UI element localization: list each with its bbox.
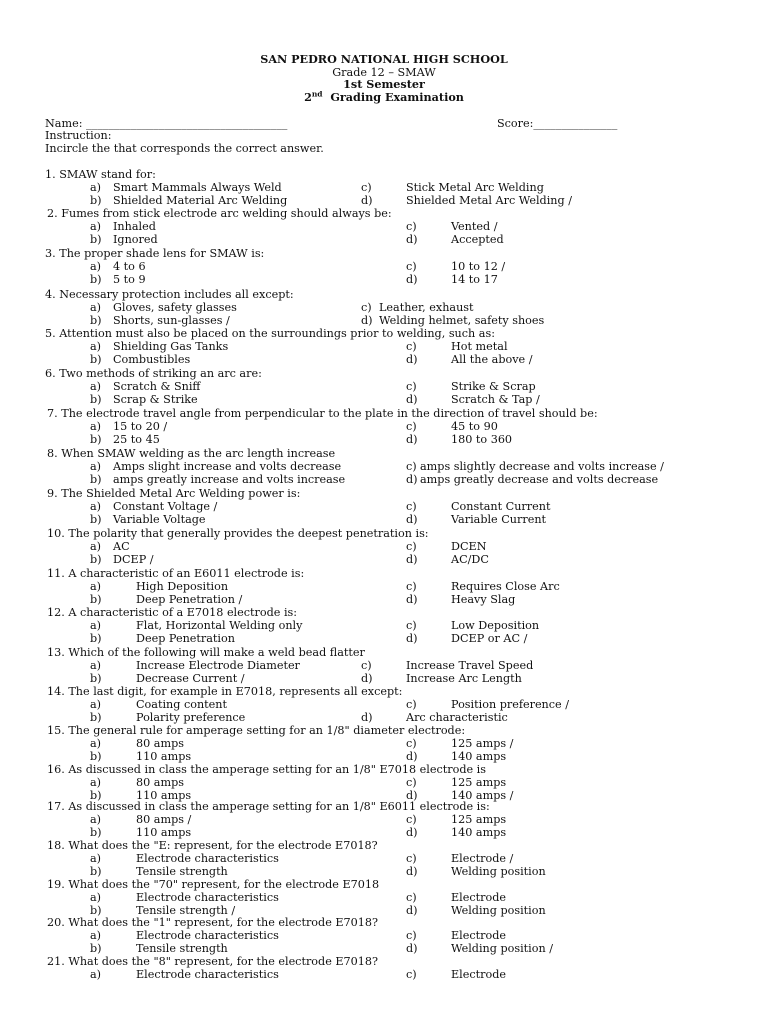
question-12-option-text[interactable]: Low Deposition — [451, 619, 540, 632]
question-2-option-letter: c) — [406, 220, 417, 233]
question-6-option-letter: b) — [90, 393, 102, 406]
question-14-text: 14. The last digit, for example in E7018, represents all except: — [47, 685, 403, 698]
question-9 — [0, 487, 768, 500]
question-10-option-letter: c) — [406, 540, 417, 553]
question-20 — [0, 916, 768, 929]
question-12-option-letter: d) — [406, 632, 418, 645]
question-8-option-letter: c) — [406, 460, 417, 473]
question-2-option-text[interactable]: Vented / — [451, 220, 498, 233]
question-19-text: 19. What does the "70" represent, for the electrode E7018 — [47, 878, 380, 891]
question-12-text: 12. A characteristic of a E7018 electrode is: — [47, 606, 298, 619]
question-14-options-row — [0, 711, 768, 724]
question-10-option-text[interactable]: AC/DC — [451, 553, 489, 566]
question-2-text: 2. Fumes from stick electrode arc welding should always be: — [47, 207, 392, 220]
question-15-option-text[interactable]: 80 amps — [136, 737, 184, 750]
question-19-option-text[interactable]: Electrode — [451, 891, 506, 904]
question-9-option-text[interactable]: Constant Current — [451, 500, 551, 513]
question-4-option-text[interactable]: Shorts, sun-glasses / — [113, 314, 230, 327]
question-19-option-letter: a) — [90, 891, 102, 904]
question-6-option-letter: a) — [90, 380, 102, 393]
question-12-option-text[interactable]: Deep Penetration — [136, 632, 235, 645]
question-17-option-letter: c) — [406, 813, 417, 826]
question-9-option-letter: d) — [406, 513, 418, 526]
question-19-option-text[interactable]: Electrode characteristics — [136, 891, 279, 904]
question-7-options-row — [0, 420, 768, 433]
question-13-option-letter: b) — [90, 672, 102, 685]
question-9-text: 9. The Shielded Metal Arc Welding power is: — [47, 487, 301, 500]
question-4-option-text[interactable]: Gloves, safety glasses — [113, 301, 237, 314]
question-3-option-letter: d) — [406, 273, 418, 286]
question-20-option-letter: b) — [90, 942, 102, 955]
question-8-options-row — [0, 473, 768, 486]
question-8-option-letter: a) — [90, 460, 102, 473]
question-3-options-row — [0, 273, 768, 286]
question-17-option-letter: a) — [90, 813, 102, 826]
question-7-option-text[interactable]: 25 to 45 — [113, 433, 160, 446]
question-5 — [0, 327, 768, 340]
question-7-option-text[interactable]: 45 to 90 — [451, 420, 498, 433]
instruction-label: Instruction: — [45, 129, 112, 142]
question-1-options-row — [0, 194, 768, 207]
question-10-option-text[interactable]: DCEN — [451, 540, 487, 553]
question-4 — [0, 288, 768, 301]
question-16-option-text[interactable]: 80 amps — [136, 776, 184, 789]
question-19-option-text[interactable]: Welding position — [451, 904, 546, 917]
question-19-option-letter: b) — [90, 904, 102, 917]
question-3-text: 3. The proper shade lens for SMAW is: — [45, 247, 265, 260]
question-11-option-text[interactable]: High Deposition — [136, 580, 229, 593]
question-10-option-letter: a) — [90, 540, 102, 553]
question-11 — [0, 567, 768, 580]
question-16-option-text[interactable]: 110 amps — [136, 789, 192, 802]
question-3-option-text[interactable]: 10 to 12 / — [451, 260, 506, 273]
question-18-option-letter: b) — [90, 865, 102, 878]
question-15 — [0, 724, 768, 737]
question-2-options-row — [0, 220, 768, 233]
question-10-option-letter: d) — [406, 553, 418, 566]
question-8-option-letter: d) — [406, 473, 418, 486]
question-3-option-letter: a) — [90, 260, 102, 273]
question-17-option-text[interactable]: 110 amps — [136, 826, 192, 839]
question-21 — [0, 955, 768, 968]
question-1-option-letter: b) — [90, 194, 102, 207]
question-15-options-row — [0, 750, 768, 763]
question-8 — [0, 447, 768, 460]
question-8-option-letter: b) — [90, 473, 102, 486]
question-18-option-text[interactable]: Tensile strength — [136, 865, 228, 878]
question-16-text: 16. As discussed in class the amperage setting for an 1/8" E7018 electrode is — [47, 763, 486, 776]
question-3 — [0, 247, 768, 260]
question-5-option-text[interactable]: Combustibles — [113, 353, 191, 366]
question-11-option-letter: b) — [90, 593, 102, 606]
question-9-option-letter: c) — [406, 500, 417, 513]
instruction-text: Incircle the that corresponds the correct answer. — [45, 142, 324, 155]
question-18-option-letter: d) — [406, 865, 418, 878]
question-15-option-text[interactable]: 125 amps / — [451, 737, 514, 750]
question-4-option-text[interactable]: Leather, exhaust — [379, 301, 474, 314]
question-20-option-text[interactable]: Tensile strength — [136, 942, 228, 955]
question-18-option-text[interactable]: Electrode / — [451, 852, 514, 865]
question-11-text: 11. A characteristic of an E6011 electrode is: — [47, 567, 305, 580]
question-14 — [0, 685, 768, 698]
question-17-option-text[interactable]: 140 amps — [451, 826, 507, 839]
question-21-options-row — [0, 968, 768, 981]
question-10-option-text[interactable]: DCEP / — [113, 553, 154, 566]
question-8-option-text[interactable]: amps slightly decrease and volts increase / — [420, 460, 664, 473]
question-15-options-row — [0, 737, 768, 750]
question-3-option-letter: b) — [90, 273, 102, 286]
question-16-option-text[interactable]: 125 amps — [451, 776, 507, 789]
question-6-text: 6. Two methods of striking an arc are: — [45, 367, 262, 380]
question-20-text: 20. What does the "1" represent, for the electrode E7018? — [47, 916, 379, 929]
question-15-option-letter: d) — [406, 750, 418, 763]
question-20-option-text[interactable]: Welding position / — [451, 942, 554, 955]
question-13-option-letter: a) — [90, 659, 102, 672]
question-14-option-letter: c) — [406, 698, 417, 711]
question-15-option-letter: b) — [90, 750, 102, 763]
question-7-option-letter: c) — [406, 420, 417, 433]
question-13-option-letter: d) — [361, 672, 373, 685]
question-1-option-text[interactable]: Shielded Material Arc Welding — [113, 194, 288, 207]
question-4-option-letter: d) — [361, 314, 373, 327]
question-9-option-letter: a) — [90, 500, 102, 513]
question-13 — [0, 646, 768, 659]
question-5-text: 5. Attention must also be placed on the surroundings prior to welding, such as: — [45, 327, 495, 340]
question-18-option-text[interactable]: Electrode characteristics — [136, 852, 279, 865]
question-20-options-row — [0, 942, 768, 955]
question-8-option-text[interactable]: Amps slight increase and volts decrease — [113, 460, 342, 473]
question-16-option-letter: d) — [406, 789, 418, 802]
question-20-option-letter: d) — [406, 942, 418, 955]
question-20-option-letter: c) — [406, 929, 417, 942]
semester: 1st Semester — [343, 77, 425, 91]
question-8-option-text[interactable]: amps greatly decrease and volts decrease — [420, 473, 659, 486]
question-2-option-letter: b) — [90, 233, 102, 246]
question-18-options-row — [0, 865, 768, 878]
question-13-option-text[interactable]: Increase Travel Speed — [406, 659, 534, 672]
exam-number-suffix: nd — [311, 89, 323, 99]
question-4-option-letter: c) — [361, 301, 372, 314]
question-1-options-row — [0, 181, 768, 194]
question-3-options-row — [0, 260, 768, 273]
question-13-option-letter: c) — [361, 659, 372, 672]
question-7-option-text[interactable]: 180 to 360 — [451, 433, 513, 446]
question-7 — [0, 407, 768, 420]
instruction-label-line — [0, 129, 768, 142]
exam-number: 2 — [304, 90, 312, 104]
question-4-option-text[interactable]: Welding helmet, safety shoes — [379, 314, 545, 327]
question-6-option-letter: c) — [406, 380, 417, 393]
exam-title — [0, 91, 768, 104]
question-11-option-text[interactable]: Requires Close Arc — [451, 580, 560, 593]
question-1-option-letter: a) — [90, 181, 102, 194]
question-1-option-letter: d) — [361, 194, 373, 207]
question-8-options-row — [0, 460, 768, 473]
question-19 — [0, 878, 768, 891]
question-7-option-letter: a) — [90, 420, 102, 433]
question-4-options-row — [0, 301, 768, 314]
question-14-option-text[interactable]: Coating content — [136, 698, 227, 711]
question-3-option-text[interactable]: 14 to 17 — [451, 273, 498, 286]
question-3-option-text[interactable]: 5 to 9 — [113, 273, 146, 286]
question-13-options-row — [0, 672, 768, 685]
question-21-option-text[interactable]: Electrode characteristics — [136, 968, 279, 981]
question-5-option-letter: d) — [406, 353, 418, 366]
question-14-option-text[interactable]: Polarity preference — [136, 711, 246, 724]
question-14-options-row — [0, 698, 768, 711]
question-9-option-text[interactable]: Variable Voltage — [113, 513, 206, 526]
question-17-options-row — [0, 813, 768, 826]
question-7-options-row — [0, 433, 768, 446]
question-17-option-text[interactable]: 125 amps — [451, 813, 507, 826]
question-3-option-text[interactable]: 4 to 6 — [113, 260, 146, 273]
question-18-text: 18. What does the "E: represent, for the electrode E7018? — [47, 839, 378, 852]
question-21-option-text[interactable]: Electrode — [451, 968, 506, 981]
question-13-option-text[interactable]: Decrease Current / — [136, 672, 245, 685]
question-2-option-text[interactable]: Ignored — [113, 233, 158, 246]
question-19-option-letter: c) — [406, 891, 417, 904]
question-21-option-letter: a) — [90, 968, 102, 981]
question-9-option-letter: b) — [90, 513, 102, 526]
question-14-option-letter: a) — [90, 698, 102, 711]
question-14-option-letter: d) — [361, 711, 373, 724]
question-2-options-row — [0, 233, 768, 246]
question-8-option-text[interactable]: amps greatly increase and volts increase — [113, 473, 346, 486]
question-20-options-row — [0, 929, 768, 942]
question-4-option-letter: b) — [90, 314, 102, 327]
question-12-options-row — [0, 619, 768, 632]
question-10-options-row — [0, 540, 768, 553]
question-5-option-letter: c) — [406, 340, 417, 353]
question-11-option-letter: d) — [406, 593, 418, 606]
question-16-option-letter: c) — [406, 776, 417, 789]
instruction-text-line — [0, 142, 768, 155]
question-19-option-letter: d) — [406, 904, 418, 917]
question-1-option-letter: c) — [361, 181, 372, 194]
question-5-options-row — [0, 353, 768, 366]
question-11-options-row — [0, 593, 768, 606]
question-21-text: 21. What does the "8" represent, for the electrode E7018? — [47, 955, 379, 968]
question-12-options-row — [0, 632, 768, 645]
question-15-option-text[interactable]: 140 amps — [451, 750, 507, 763]
question-5-option-text[interactable]: Hot metal — [451, 340, 508, 353]
question-1-text: 1. SMAW stand for: — [45, 168, 156, 181]
question-13-options-row — [0, 659, 768, 672]
question-13-text: 13. Which of the following will make a weld bead flatter — [47, 646, 365, 659]
question-9-options-row — [0, 513, 768, 526]
school-name: SAN PEDRO NATIONAL HIGH SCHOOL — [260, 52, 508, 66]
question-18 — [0, 839, 768, 852]
question-5-option-letter: a) — [90, 340, 102, 353]
question-4-option-letter: a) — [90, 301, 102, 314]
question-16-option-text[interactable]: 140 amps / — [451, 789, 514, 802]
score-field[interactable]: Score:_______________ — [497, 117, 618, 130]
question-18-option-letter: a) — [90, 852, 102, 865]
name-field[interactable]: Name: ____________________________________ — [45, 117, 288, 130]
question-17-options-row — [0, 826, 768, 839]
question-1-option-text[interactable]: Shielded Metal Arc Welding / — [406, 194, 572, 207]
question-4-text: 4. Necessary protection includes all except: — [45, 288, 294, 301]
question-19-options-row — [0, 891, 768, 904]
question-1 — [0, 168, 768, 181]
question-16-option-letter: b) — [90, 789, 102, 802]
question-10 — [0, 527, 768, 540]
question-13-option-text[interactable]: Increase Arc Length — [406, 672, 522, 685]
question-2 — [0, 207, 768, 220]
question-10-text: 10. The polarity that generally provides the deepest penetration is: — [47, 527, 429, 540]
question-21-option-letter: c) — [406, 968, 417, 981]
question-14-option-text[interactable]: Arc characteristic — [406, 711, 508, 724]
question-12-option-letter: a) — [90, 619, 102, 632]
question-7-option-text[interactable]: 15 to 20 / — [113, 420, 168, 433]
question-12-option-letter: b) — [90, 632, 102, 645]
question-15-option-text[interactable]: 110 amps — [136, 750, 192, 763]
question-17-option-letter: d) — [406, 826, 418, 839]
question-6-options-row — [0, 380, 768, 393]
question-6 — [0, 367, 768, 380]
question-9-option-text[interactable]: Constant Voltage / — [113, 500, 218, 513]
question-16-option-letter: a) — [90, 776, 102, 789]
question-5-options-row — [0, 340, 768, 353]
question-10-option-text[interactable]: AC — [113, 540, 130, 553]
question-6-option-text[interactable]: Scratch & Sniff — [113, 380, 201, 393]
question-12-option-letter: c) — [406, 619, 417, 632]
question-9-options-row — [0, 500, 768, 513]
exam-title-text: Grading Examination — [330, 90, 464, 104]
question-12 — [0, 606, 768, 619]
question-11-option-letter: a) — [90, 580, 102, 593]
question-19-option-text[interactable]: Tensile strength / — [136, 904, 236, 917]
question-15-option-letter: c) — [406, 737, 417, 750]
question-6-options-row — [0, 393, 768, 406]
question-13-option-text[interactable]: Increase Electrode Diameter — [136, 659, 300, 672]
question-12-option-text[interactable]: Flat, Horizontal Welding only — [136, 619, 303, 632]
question-14-option-text[interactable]: Position preference / — [451, 698, 569, 711]
question-20-option-text[interactable]: Electrode characteristics — [136, 929, 279, 942]
question-18-option-letter: c) — [406, 852, 417, 865]
question-16 — [0, 763, 768, 776]
question-10-option-letter: b) — [90, 553, 102, 566]
question-18-option-text[interactable]: Welding position — [451, 865, 546, 878]
question-17-option-text[interactable]: 80 amps / — [136, 813, 192, 826]
question-7-option-letter: d) — [406, 433, 418, 446]
question-8-text: 8. When SMAW welding as the arc length increase — [47, 447, 336, 460]
question-6-option-text[interactable]: Scrap & Strike — [113, 393, 198, 406]
question-15-text: 15. The general rule for amperage setting for an 1/8" diameter electrode: — [47, 724, 466, 737]
question-4-options-row — [0, 314, 768, 327]
question-2-option-text[interactable]: Accepted — [451, 233, 504, 246]
question-20-option-letter: a) — [90, 929, 102, 942]
question-2-option-text[interactable]: Inhaled — [113, 220, 156, 233]
question-5-option-text[interactable]: All the above / — [451, 353, 533, 366]
question-11-option-letter: c) — [406, 580, 417, 593]
question-11-option-text[interactable]: Deep Penetration / — [136, 593, 243, 606]
question-2-option-letter: a) — [90, 220, 102, 233]
question-16-options-row — [0, 776, 768, 789]
question-2-option-letter: d) — [406, 233, 418, 246]
question-17-option-letter: b) — [90, 826, 102, 839]
question-6-option-letter: d) — [406, 393, 418, 406]
question-11-option-text[interactable]: Heavy Slag — [451, 593, 516, 606]
question-17 — [0, 800, 768, 813]
question-5-option-text[interactable]: Shielding Gas Tanks — [113, 340, 229, 353]
question-1-option-text[interactable]: Smart Mammals Always Weld — [113, 181, 282, 194]
question-9-option-text[interactable]: Variable Current — [451, 513, 547, 526]
grade-subject: Grade 12 – SMAW — [332, 66, 436, 79]
question-11-options-row — [0, 580, 768, 593]
question-1-option-text[interactable]: Stick Metal Arc Welding — [406, 181, 544, 194]
question-7-text: 7. The electrode travel angle from perpendicular to the plate in the direction of travel should be: — [47, 407, 598, 420]
question-17-text: 17. As discussed in class the amperage setting for an 1/8" E6011 electrode is: — [47, 800, 490, 813]
question-10-options-row — [0, 553, 768, 566]
question-18-options-row — [0, 852, 768, 865]
question-3-option-letter: c) — [406, 260, 417, 273]
question-5-option-letter: b) — [90, 353, 102, 366]
question-6-option-text[interactable]: Scratch & Tap / — [451, 393, 540, 406]
question-7-option-letter: b) — [90, 433, 102, 446]
question-15-option-letter: a) — [90, 737, 102, 750]
question-12-option-text[interactable]: DCEP or AC / — [451, 632, 528, 645]
question-14-option-letter: b) — [90, 711, 102, 724]
question-20-option-text[interactable]: Electrode — [451, 929, 506, 942]
question-6-option-text[interactable]: Strike & Scrap — [451, 380, 536, 393]
